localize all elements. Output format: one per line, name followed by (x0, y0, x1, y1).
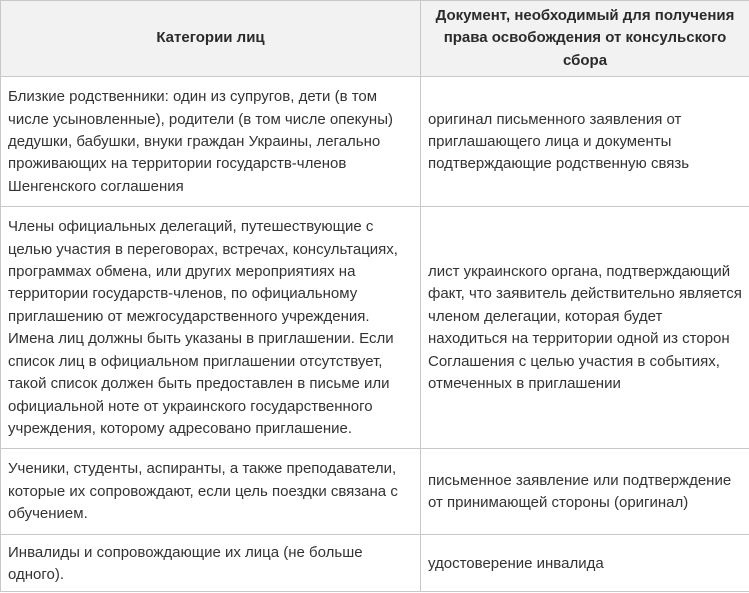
document-cell: удостоверение инвалида (421, 534, 749, 592)
header-document: Документ, необходимый для получения права освобождения от консульского сбора (421, 1, 749, 77)
category-cell: Члены официальных делегаций, путешествующие с целью участия в переговорах, встречах, консультациях, программах обмена, или других мероприятиях на территории государств-членов, по официальному приглашению от межгосударственного учреждения. Имена лиц должны быть указаны в приглашении. Если список лиц в официальном приглашении отсутствует, такой список должен быть предоставлен в письме или официальной ноте от украинского государственного учреждения, которому адресовано приглашение. (1, 207, 421, 449)
document-cell: письменное заявление или подтверждение от принимающей стороны (оригинал) (421, 449, 749, 534)
document-cell: оригинал письменного заявления от приглашающего лица и документы подтверждающие родственную связь (421, 77, 749, 207)
category-cell: Близкие родственники: один из супругов, дети (в том числе усыновленные), родители (в том числе опекуны) дедушки, бабушки, внуки граждан Украины, легально проживающих на территории государств-членов Шенгенского соглашения (1, 77, 421, 207)
table-row (1, 77, 749, 207)
table-row (1, 449, 749, 534)
table-header-row (1, 1, 749, 77)
category-cell: Инвалиды и сопровождающие их лица (не больше одного). (1, 534, 421, 592)
table-row (1, 207, 749, 449)
category-cell: Ученики, студенты, аспиранты, а также преподаватели, которые их сопровождают, если цель поездки связана с обучением. (1, 449, 421, 534)
document-cell: лист украинского органа, подтверждающий факт, что заявитель действительно является членом делегации, которая будет находиться на территории одной из сторон Соглашения с целью участия в событиях, отмеченных в приглашении (421, 207, 749, 449)
table-row (1, 534, 749, 592)
header-category: Категории лиц (1, 1, 421, 77)
